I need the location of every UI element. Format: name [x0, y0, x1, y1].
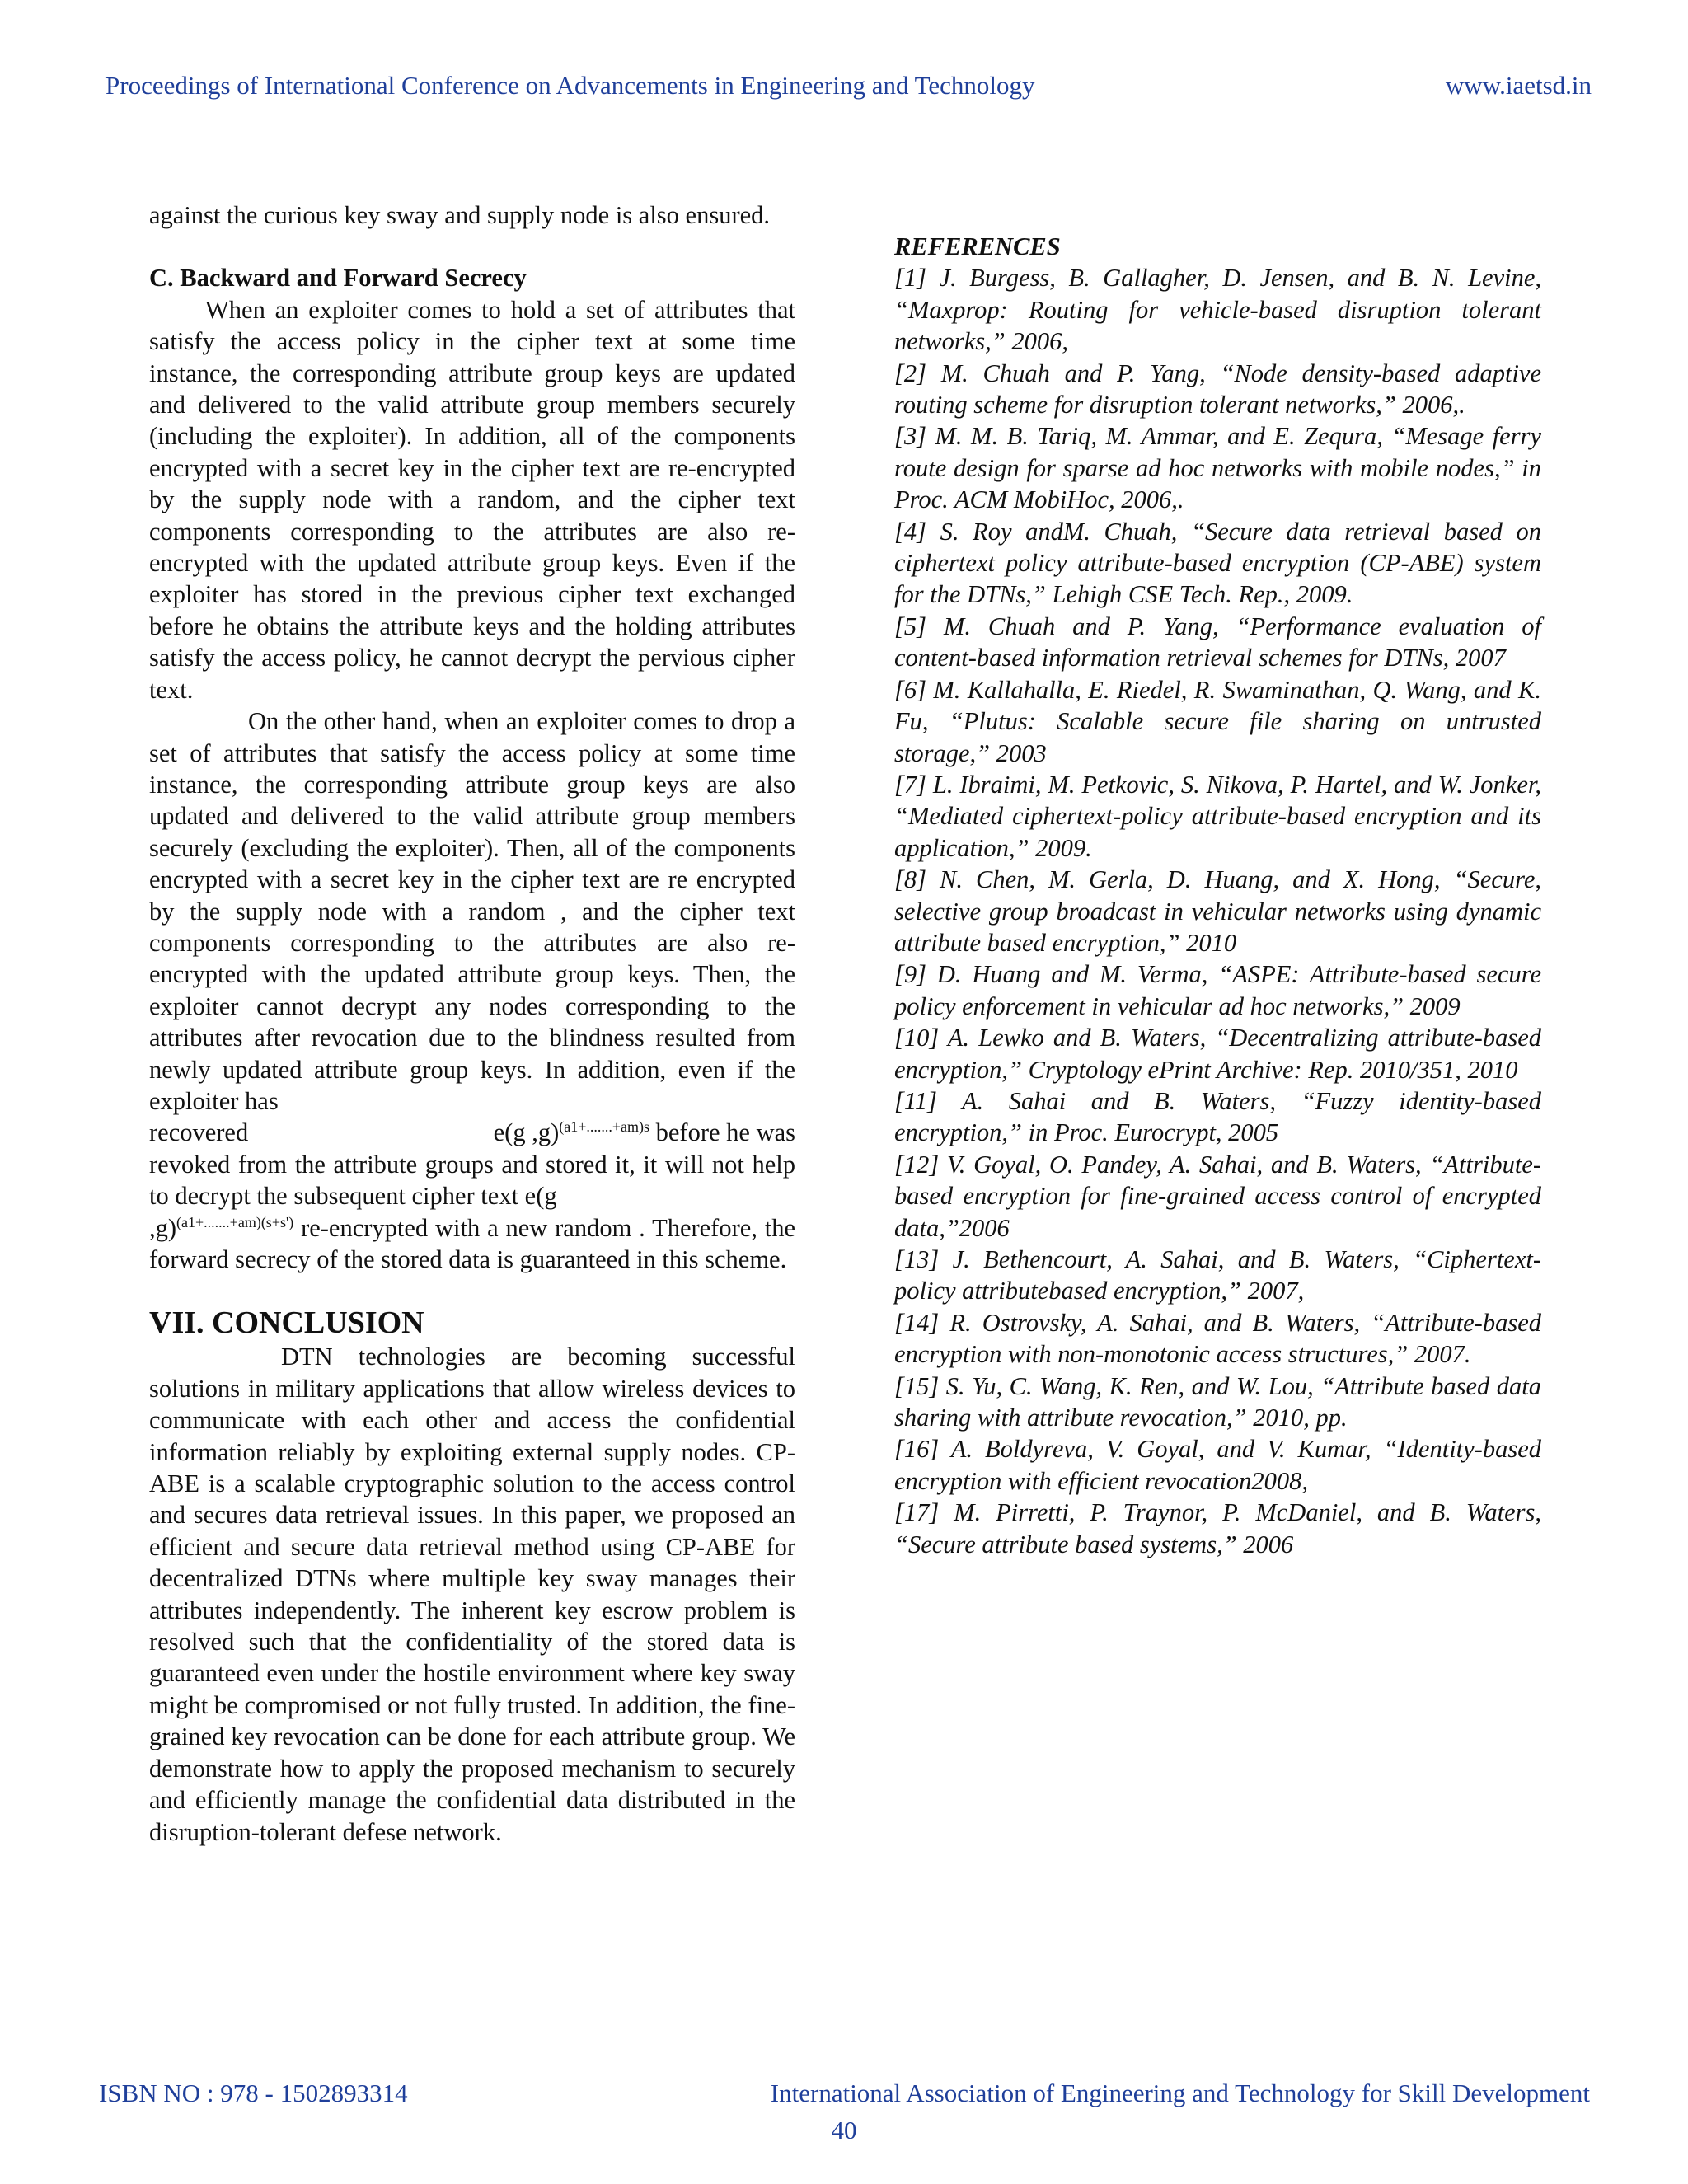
reference-item: [1] J. Burgess, B. Gallagher, D. Jensen, and B. N. Levine, “Maxprop: Routing for vehicle-based disruption tolerant networks,” 2006,	[894, 264, 1541, 356]
math-expression-exponent: (a1+.......+am)s	[559, 1118, 650, 1136]
section-c-heading: C. Backward and Forward Secrecy	[149, 264, 527, 293]
page-number: 40	[831, 2116, 857, 2144]
forward-secrecy-paragraph: On the other hand, when an exploiter comes to drop a set of attributes that satisfy the access policy at some time instance, the corresponding attribute group keys are also updated and delivered to the valid attribute group members securely (excluding the exploiter). Then, all of the components encrypted with a secret key in the cipher text are re encrypted by the supply node with a random , and the cipher text components corresponding to the attributes are also re-encrypted with the updated attribute group keys. Then, the exploiter cannot decrypt any nodes corresponding to the attributes after revocation due to the blindness resulted from newly updated attribute group keys. In addition, even if the exploiter has	[149, 707, 795, 1115]
forward-secrecy-end	[149, 1212, 795, 1276]
math-expression-2-exponent: (a1+.......+am)(s+s')	[176, 1213, 294, 1230]
math-expression-base: e(g ,g)	[493, 1118, 560, 1147]
math-expression-line	[149, 1117, 795, 1148]
reference-item: [11] A. Sahai and B. Waters, “Fuzzy identity-based encryption,” in Proc. Eurocrypt, 2005	[894, 1086, 1541, 1147]
reference-item: [6] M. Kallahalla, E. Riedel, R. Swaminathan, Q. Wang, and K. Fu, “Plutus: Scalable secure file sharing on untrusted storage,” 2003	[894, 675, 1541, 767]
left-column	[149, 199, 795, 1848]
reference-item: [16] A. Boldyreva, V. Goyal, and V. Kumar, “Identity-based encryption with efficient revocation2008,	[894, 1435, 1541, 1495]
reference-item: [3] M. M. B. Tariq, M. Ammar, and E. Zequra, “Mesage ferry route design for sparse ad hoc networks with mobile nodes,” in Proc. ACM MobiHoc, 2006,.	[894, 422, 1541, 514]
reference-item: [4] S. Roy andM. Chuah, “Secure data retrieval based on ciphertext policy attribute-based encryption (CP-ABE) system for the DTNs,” Lehigh CSE Tech. Rep., 2009.	[894, 517, 1541, 609]
references-column	[894, 231, 1541, 1560]
math-expression-2-base: ,g)	[149, 1213, 177, 1242]
math-line-tail: before he was	[655, 1118, 795, 1147]
reference-item: [14] R. Ostrovsky, A. Sahai, and B. Waters, “Attribute-based encryption with non-monotonic access structures,” 2007.	[894, 1308, 1541, 1369]
math-expression	[494, 1117, 795, 1148]
running-header-website: www.iaetsd.in	[1445, 71, 1592, 100]
running-header-title: Proceedings of International Conference on Advancements in Engineering and Technology	[106, 71, 1035, 100]
reference-item: [2] M. Chuah and P. Yang, “Node density-based adaptive routing scheme for disruption tolerant networks,” 2006,.	[894, 359, 1541, 419]
backward-secrecy-paragraph: When an exploiter comes to hold a set of attributes that satisfy the access policy in the cipher text at some time instance, the corresponding attribute group keys are updated and delivered to the valid attribute group members securely (including the exploiter). In addition, all of the components encrypted with a secret key in the cipher text are re-encrypted by the supply node with a random, and the cipher text components corresponding to the attributes are also re-encrypted with the updated attribute group keys. Even if the exploiter has stored in the previous cipher text exchanged before he obtains the attribute keys and the holding attributes satisfy the access policy, he cannot decrypt the pervious cipher text.	[149, 295, 795, 704]
reference-item: [5] M. Chuah and P. Yang, “Performance evaluation of content-based information retrieval schemes for DTNs, 2007	[894, 612, 1541, 673]
reference-item: [7] L. Ibraimi, M. Petkovic, S. Nikova, P. Hartel, and W. Jonker, “Mediated ciphertext-policy attribute-based encryption and its application,” 2009.	[894, 770, 1541, 862]
footer-organization: International Association of Engineering and Technology for Skill Development	[770, 2079, 1590, 2107]
reference-item: [17] M. Pirretti, P. Traynor, P. McDaniel, and B. Waters, “Secure attribute based systems,” 2006	[894, 1498, 1541, 1558]
reference-item: [10] A. Lewko and B. Waters, “Decentralizing attribute-based encryption,” Cryptology ePrint Archive: Rep. 2010/351, 2010	[894, 1024, 1541, 1084]
forward-secrecy-continuation: revoked from the attribute groups and stored it, it will not help to decrypt the subsequent cipher text e(g	[149, 1150, 795, 1211]
reference-item: [13] J. Bethencourt, A. Sahai, and B. Waters, “Ciphertext-policy attributebased encryption,” 2007,	[894, 1245, 1541, 1305]
conclusion-paragraph: DTN technologies are becoming successful solutions in military applications that allow wireless devices to communicate with each other and access the confidential information reliably by exploiting external supply nodes. CP-ABE is a scalable cryptographic solution to the access control and secures data retrieval issues. In this paper, we proposed an efficient and secure data retrieval method using CP-ABE for decentralized DTNs where multiple key sway manages their attributes independently. The inherent key escrow problem is resolved such that the confidentiality of the stored data is guaranteed even under the hostile environment where key sway might be compromised or not fully trusted. In addition, the fine-grained key revocation can be done for each attribute group. We demonstrate how to apply the proposed mechanism to securely and efficiently manage the confidential data distributed in the disruption-tolerant defese network.	[149, 1343, 795, 1846]
intro-paragraph: against the curious key sway and supply node is also ensured.	[149, 201, 771, 229]
footer-isbn: ISBN NO : 978 - 1502893314	[99, 2079, 408, 2107]
reference-item: [12] V. Goyal, O. Pandey, A. Sahai, and B. Waters, “Attribute-based encryption for fine-grained access control of encrypted data,”2006	[894, 1150, 1541, 1242]
references-heading: REFERENCES	[894, 232, 1061, 260]
reference-item: [9] D. Huang and M. Verma, “ASPE: Attribute-based secure policy enforcement in vehicular ad hoc networks,” 2009	[894, 960, 1541, 1020]
reference-item: [15] S. Yu, C. Wang, K. Ren, and W. Lou, “Attribute based data sharing with attribute revocation,” 2010, pp.	[894, 1371, 1541, 1432]
reference-item: [8] N. Chen, M. Gerla, D. Huang, and X. Hong, “Secure, selective group broadcast in vehicular networks using dynamic attribute based encryption,” 2010	[894, 865, 1541, 957]
math-line-word: recovered	[149, 1118, 249, 1147]
forward-secrecy-closing: re-encrypted with a new random . Therefore, the forward secrecy of the stored data is guaranteed in this scheme.	[149, 1213, 796, 1273]
conclusion-heading: VII. CONCLUSION	[149, 1305, 424, 1341]
